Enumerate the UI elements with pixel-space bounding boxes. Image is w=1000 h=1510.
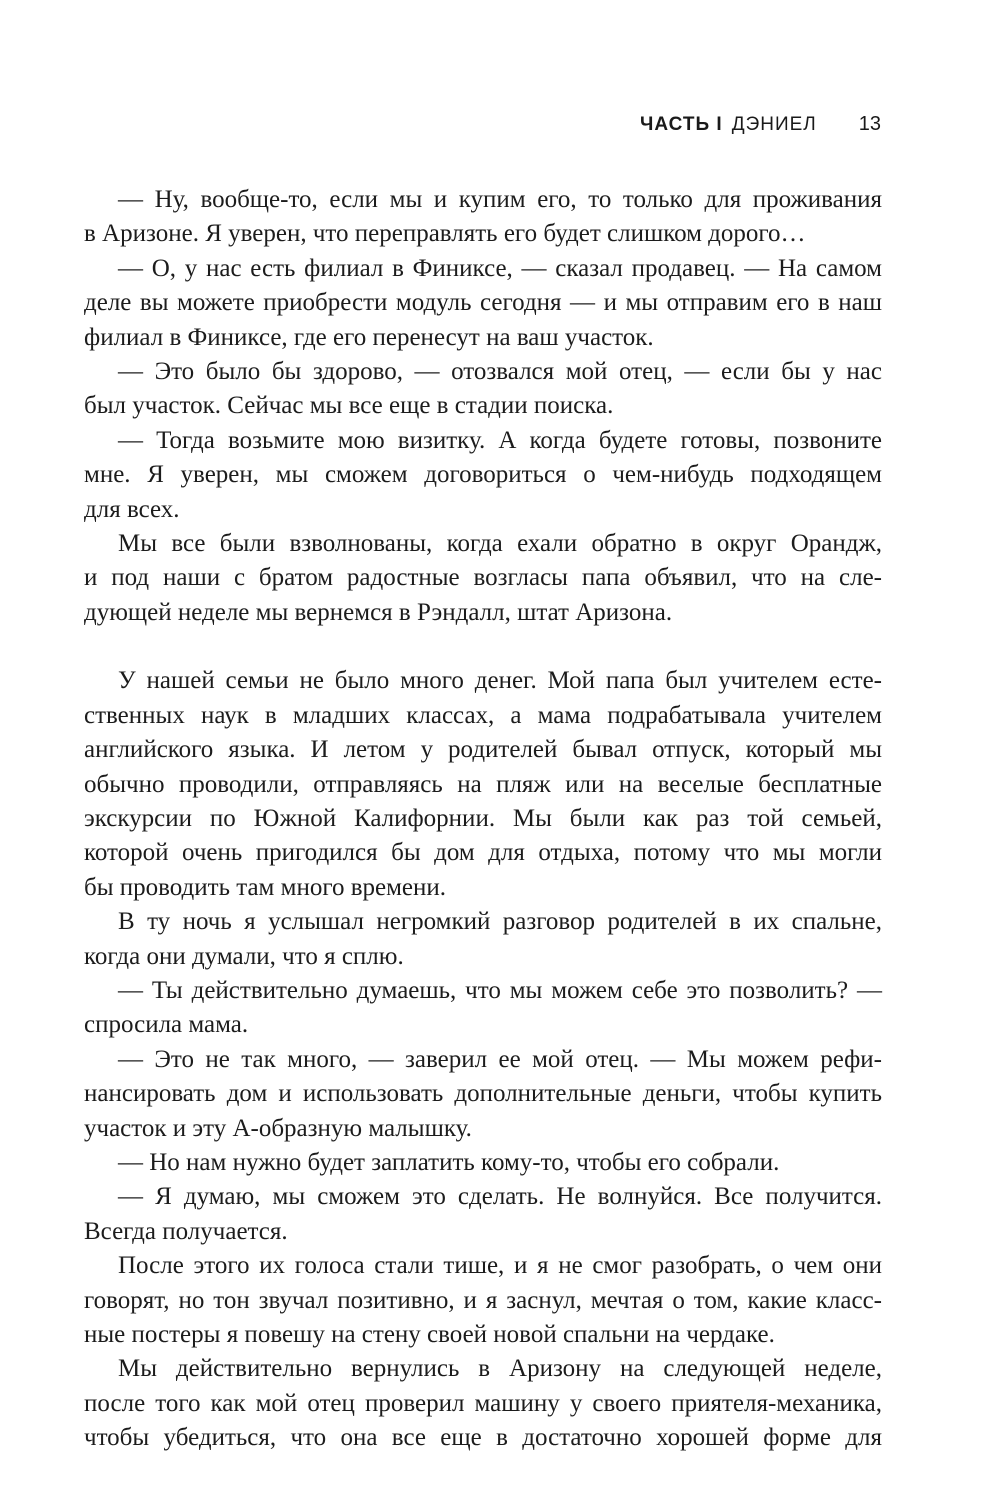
text-line: после того как мой отец проверил машину у своего приятеля-механика,	[84, 1389, 882, 1417]
text-line: экскурсии по Южной Калифорнии. Мы были как раз той семьей,	[84, 804, 882, 832]
part-label: ЧАСТЬ I	[640, 114, 723, 135]
text-line: Мы действительно вернулись в Аризону на следующей неделе,	[118, 1355, 882, 1383]
text-line: После этого их голоса стали тише, и я не смог разобрать, о чем они	[118, 1252, 882, 1280]
text-line: для всех.	[84, 495, 180, 523]
text-line: У нашей семьи не было много денег. Мой папа был учителем есте-	[118, 667, 882, 695]
text-line: Всегда получается.	[84, 1217, 288, 1245]
text-line: филиал в Финиксе, где его перенесут на ваш участок.	[84, 323, 654, 351]
text-line: спросила мама.	[84, 1011, 249, 1039]
text-line: В ту ночь я услышал негромкий разговор родителей в их спальне,	[118, 908, 882, 936]
text-line: мне. Я уверен, мы сможем договориться о чем-нибудь подходящем	[84, 461, 882, 489]
text-line: — Это не так много, — заверил ее мой отец. — Мы можем рефи-	[118, 1045, 882, 1073]
text-line: нансировать дом и использовать дополнительные деньги, чтобы купить	[84, 1080, 882, 1108]
text-line: участок и эту А-образную малышку.	[84, 1114, 472, 1142]
text-line: — Это было бы здорово, — отозвался мой отец, — если бы у нас	[118, 358, 882, 386]
text-line: говорят, но тон звучал позитивно, и я заснул, мечтая о том, какие класс-	[84, 1286, 882, 1314]
text-line: ственных наук в младших классах, а мама подрабатывала учителем	[84, 701, 882, 729]
body-text	[84, 183, 882, 1456]
running-head	[640, 113, 881, 136]
text-line: когда они думали, что я сплю.	[84, 942, 404, 970]
text-line: — Но нам нужно будет заплатить кому-то, чтобы его собрали.	[118, 1148, 780, 1176]
text-line: — Ты действительно думаешь, что мы можем себе это позволить? —	[118, 976, 882, 1004]
text-line: — Тогда возьмите мою визитку. А когда будете готовы, позвоните	[118, 426, 882, 454]
text-line: деле вы можете приобрести модуль сегодня — и мы отправим его в наш	[84, 289, 882, 317]
text-line: обычно проводили, отправляясь на пляж или на веселые бесплатные	[84, 770, 882, 798]
text-line: в Аризоне. Я уверен, что переправлять его будет слишком дорого…	[84, 220, 806, 248]
text-line: — Ну, вообще-то, если мы и купим его, то только для проживания	[118, 186, 882, 213]
text-line: бы проводить там много времени.	[84, 873, 447, 901]
text-line: был участок. Сейчас мы все еще в стадии поиска.	[84, 392, 614, 420]
text-line: которой очень пригодился бы дом для отдыха, потому что мы могли	[84, 839, 882, 867]
section-break	[84, 630, 882, 664]
text-line: Мы все были взволнованы, когда ехали обратно в округ Орандж,	[118, 530, 882, 558]
text-line: ные постеры я повешу на стену своей новой спальни на чердаке.	[84, 1321, 775, 1348]
text-line: — О, у нас есть филиал в Финиксе, — сказал продавец. — На самом	[118, 254, 882, 282]
text-line: — Я думаю, мы сможем это сделать. Не волнуйся. Все получится.	[118, 1183, 882, 1211]
page-number: 13	[858, 113, 881, 135]
text-line: и под наши с братом радостные возгласы папа объявил, что на сле-	[84, 564, 882, 592]
chapter-title: ДЭНИЕЛ	[731, 114, 817, 135]
text-line: английского языка. И летом у родителей бывал отпуск, который мы	[84, 736, 882, 764]
text-line: дующей неделе мы вернемся в Рэндалл, штат Аризона.	[84, 598, 673, 626]
text-line: чтобы убедиться, что она все еще в достаточно хорошей форме для	[84, 1424, 882, 1452]
